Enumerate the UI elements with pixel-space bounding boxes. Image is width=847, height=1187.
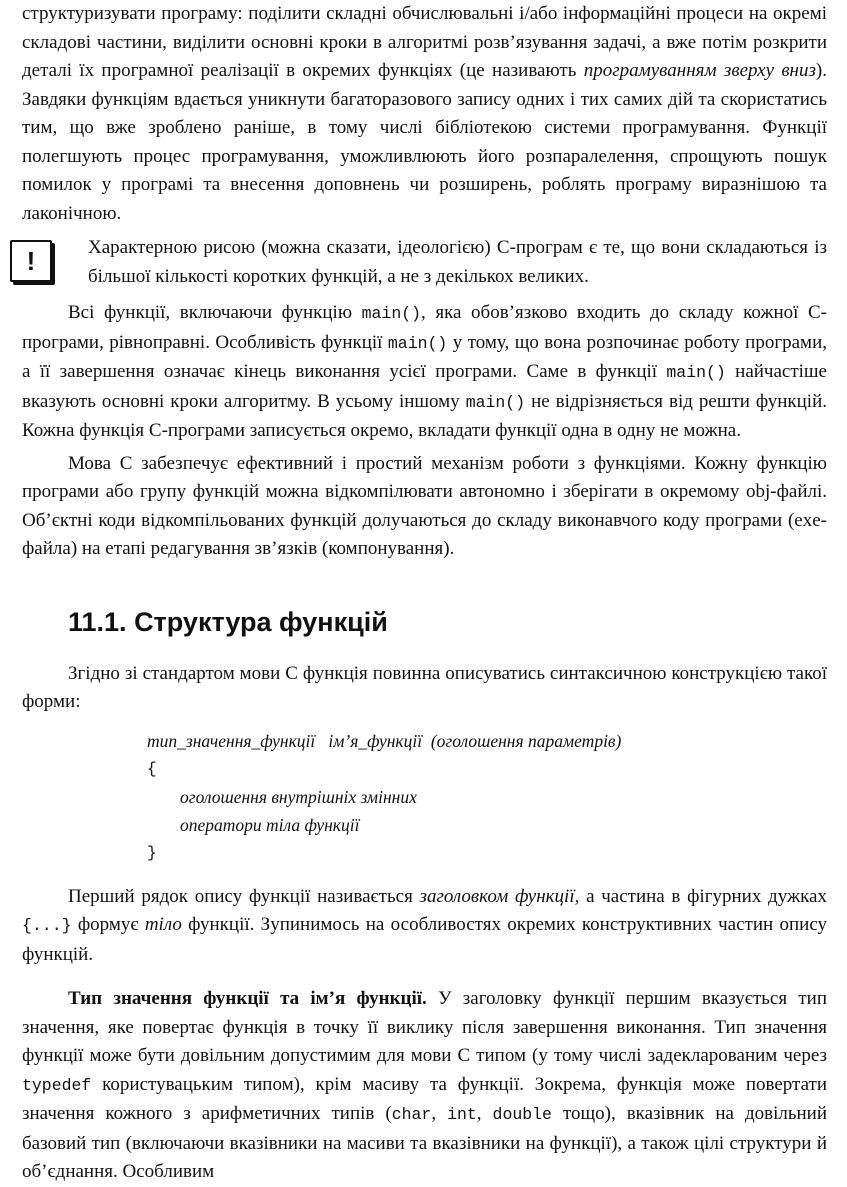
syntax-block [147, 727, 827, 867]
syntax-header [147, 727, 827, 755]
exclamation-icon: ! [10, 240, 52, 282]
first-text-2: , а частина в фігурних дужках [574, 885, 827, 907]
intro-term: програмуванням зверху вниз [583, 60, 816, 81]
syntax-open-brace: { [147, 759, 157, 778]
first-text-4: функції. Зупинимось на особливостях окремих конструктивних частин опису функцій. [22, 914, 828, 965]
first-term-header: заголовком функції [419, 885, 575, 907]
type-code-char: char [391, 1105, 432, 1124]
syntax-statements: оператори тіла функції [180, 814, 360, 835]
main-text-2: , яка обов’язково входить до складу кожної С-програми, рівноправні. Особливість функції [22, 302, 828, 353]
type-text-3: , [431, 1103, 448, 1124]
main-text-4: найчастіше вказують основні кроки алгоритму. В усьому іншому [22, 361, 827, 412]
main-text-5: не відрізняється від решти функцій. Кожна функція С-програми записується окремо, вкладати функції одна в одну не можна. [22, 390, 828, 441]
intro-text-2: ). Завдяки функціям вдається уникнути багаторазового запису одних і тих самих дій та скористатись тим, що вже зроблено раніше, в тому числі бібліотекою системи програмування. Функції полегшують процес програмування, уможливлюють його розпаралелення, спрощують пошук помилок у програмі та внесення доповнень чи розширень, роблять програму виразнішою та лаконічною. [22, 60, 827, 224]
standard-paragraph: Згідно зі стандартом мови С функція повинна описуватись синтаксичною конструкцією такої форми: [22, 662, 827, 712]
type-code-typedef: typedef [22, 1075, 92, 1095]
note-block [22, 234, 827, 291]
first-line-paragraph [22, 883, 827, 970]
syntax-close-brace: } [147, 843, 157, 862]
type-code-int: int [447, 1105, 477, 1124]
main-text-1: Всі функції, включаючи функцію [68, 302, 362, 323]
syntax-params: (оголошення параметрів) [430, 730, 622, 751]
main-code-3: main() [666, 363, 726, 382]
syntax-function-name: ім’я_функції [328, 730, 423, 751]
main-text-3: у тому, що вона розпочинає роботу програми, а її завершення означає кінець виконання усієї програми. Саме в функції [22, 331, 827, 382]
section-title: 11.1. Структура функцій [68, 606, 388, 637]
language-paragraph: Мова С забезпечує ефективний і простий механізм роботи з функціями. Кожну функцію програми або групу функцій можна відкомпілювати автономно і зберігати в окремому obj-файлі. Об’єктні коди відкомпільованих функцій долучаються до складу виконавчого коду програми (exe-файла) на етапі редагування зв’язків (компонування). [22, 452, 827, 559]
page [22, 0, 827, 1187]
syntax-declarations: оголошення внутрішніх змінних [180, 786, 417, 807]
type-heading: Тип значення функції та ім’я функції. [68, 988, 427, 1009]
type-text-5: тощо), вказівник на довільний базовий тип (включаючи вказівники на масиви та вказівники на функції), а також цілі структури й об’єднання. Особливим [22, 1103, 828, 1182]
type-paragraph [22, 985, 827, 1187]
main-paragraph [22, 299, 827, 446]
type-code-double: double [492, 1105, 552, 1124]
intro-text-1: структуризувати програму: поділити складні обчислювальні і/або інформаційні процеси на окремі складові частини, виділити основні кроки в алгоритмі розв’язування задачі, а вже потім розкрити деталі їх програмної реалізації в окремих функціях (це називають [22, 3, 827, 81]
intro-paragraph [22, 0, 827, 228]
first-term-body: тіло [144, 914, 182, 935]
main-code-4: main() [465, 392, 526, 412]
type-text-2: користувацьким типом), крім масиву та функції. Зокрема, функція може повертати значення кожного з арифметичних типів ( [22, 1073, 827, 1124]
syntax-return-type: тип_значення_функції [147, 730, 316, 751]
type-text-1: У заголовку функції першим вказується тип значення, яке повертає функція в точку її виклику після завершення виконання. Тип значення функції може бути довільним допустимим для мови С типом (у тому числі задекларованим через [22, 988, 827, 1066]
first-text-1: Перший рядок опису функції називається [68, 885, 420, 907]
main-code-2: main() [387, 333, 448, 353]
first-text-3: формує [71, 914, 145, 935]
first-code-braces: {...} [22, 916, 72, 935]
note-text: Характерною рисою (можна сказати, ідеологією) С-програм є те, що вони складаються із більшої кількості коротких функцій, а не з декількох великих. [88, 237, 827, 287]
main-code-1: main() [361, 304, 422, 323]
type-text-4: , [476, 1103, 493, 1124]
